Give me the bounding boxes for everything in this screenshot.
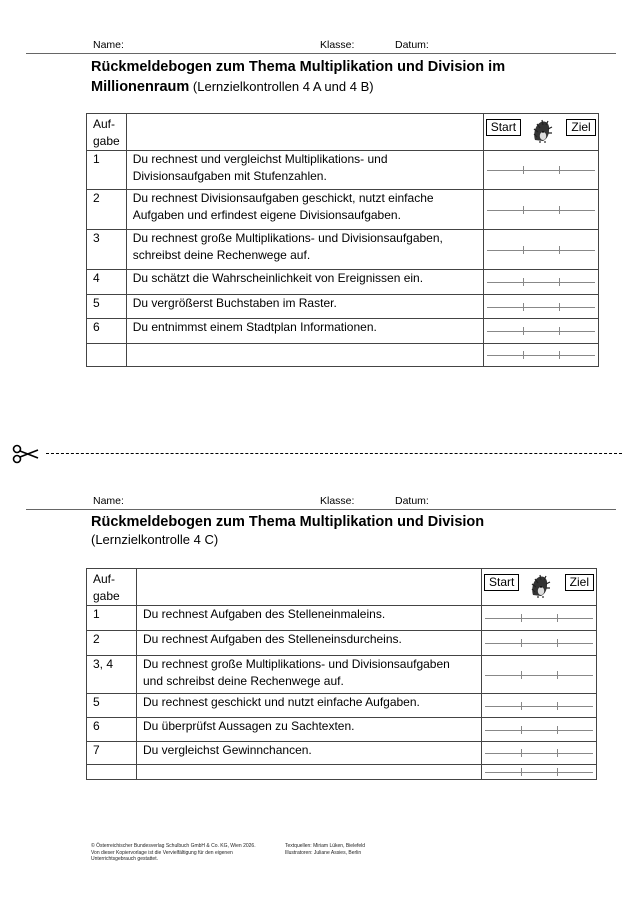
name-label: Name: (93, 39, 124, 51)
table-row (87, 765, 597, 780)
header-text (137, 569, 482, 606)
footer-line: Textquellen: Miriam Lüken, Bielefeld (285, 843, 366, 849)
task-text-line2: Divisionsaufgaben mit Stufenzahlen. (132, 169, 327, 183)
table-row (87, 606, 597, 631)
task-number: 6 (87, 319, 127, 344)
sheet1-title-line1: Rückmeldebogen zum Thema Multiplikation und Division im (91, 59, 506, 75)
sheet1-title-line2-normal: (Lernzielkontrollen 4 A und 4 B) (189, 79, 374, 94)
table-row (87, 694, 597, 718)
task-number: 5 (87, 295, 127, 319)
task-description (137, 656, 482, 694)
sheet1-title-line2 (91, 77, 505, 97)
header-row (87, 114, 599, 151)
progress-scale[interactable] (482, 631, 597, 656)
hedgehog-icon (529, 572, 551, 598)
progress-scale[interactable] (482, 694, 597, 718)
footer-copyright (91, 843, 256, 863)
task-description: Du überprüfst Aussagen zu Sachtexten. (137, 718, 482, 742)
progress-scale[interactable] (482, 718, 597, 742)
table-row (87, 151, 599, 190)
progress-scale[interactable] (482, 765, 597, 780)
name-label: Name: (93, 495, 124, 507)
progress-scale[interactable] (483, 344, 598, 367)
task-number: 3, 4 (87, 656, 137, 694)
name-line (26, 495, 616, 510)
hedgehog-icon (531, 117, 553, 143)
header-line1: Auf- (93, 117, 116, 131)
scissors-icon (12, 444, 40, 464)
table-row (87, 319, 599, 344)
table-row (87, 631, 597, 656)
task-number: 1 (87, 151, 127, 190)
task-number: 2 (87, 631, 137, 656)
progress-scale[interactable] (483, 190, 598, 230)
task-description (126, 230, 483, 270)
task-description: Du schätzt die Wahrscheinlichkeit von Ereignissen ein. (126, 270, 483, 295)
sheet2-subtitle: (Lernzielkontrolle 4 C) (91, 532, 219, 547)
start-label: Start (486, 119, 521, 136)
header-task (87, 114, 127, 151)
sheet1-title-line2-bold: Millionenraum (91, 79, 190, 95)
task-text-line1: Du rechnest große Multiplikations- und Divisionsaufgaben (143, 657, 450, 671)
footer-line: Von dieser Kopiervorlage ist die Vervielfältigung für den eigenen (91, 849, 233, 856)
table-row (87, 230, 599, 270)
task-description (126, 344, 483, 367)
header-line2: gabe (93, 134, 120, 148)
footer-credits (285, 843, 365, 856)
task-text-line2: schreibst deine Rechenwege auf. (132, 248, 311, 262)
progress-scale[interactable] (483, 151, 598, 190)
ziel-label: Ziel (566, 119, 595, 136)
table-row (87, 656, 597, 694)
progress-scale[interactable] (483, 319, 598, 344)
header-line1: Auf- (93, 572, 116, 586)
cut-line (12, 444, 622, 464)
progress-scale[interactable] (482, 606, 597, 631)
progress-scale[interactable] (482, 656, 597, 694)
task-description: Du vergrößerst Buchstaben im Raster. (126, 295, 483, 319)
progress-scale[interactable] (483, 270, 598, 295)
ziel-label: Ziel (565, 574, 594, 591)
task-number: 5 (87, 694, 137, 718)
sheet2-table (86, 568, 597, 780)
task-description: Du vergleichst Gewinnchancen. (137, 742, 482, 765)
task-description (126, 151, 483, 190)
table-row (87, 718, 597, 742)
klasse-label: Klasse: (320, 39, 355, 51)
task-description: Du entnimmst einem Stadtplan Informationen. (126, 319, 483, 344)
header-task (87, 569, 137, 606)
table-row (87, 295, 599, 319)
task-number: 3 (87, 230, 127, 270)
task-number: 1 (87, 606, 137, 631)
klasse-label: Klasse: (320, 495, 355, 507)
header-scale (482, 569, 597, 606)
task-text-line2: Aufgaben und erfindest eigene Divisionsaufgaben. (132, 208, 401, 222)
table-row (87, 190, 599, 230)
task-description (126, 190, 483, 230)
sheet2-title: Rückmeldebogen zum Thema Multiplikation und Division (91, 514, 485, 530)
task-text-line1: Du rechnest große Multiplikations- und Divisionsaufgaben, (132, 231, 443, 245)
progress-scale[interactable] (483, 230, 598, 270)
header-text (126, 114, 483, 151)
footer-line: © Österreichischer Bundesverlag Schulbuch GmbH & Co. KG, Wien 2026. (91, 843, 256, 849)
table-row (87, 270, 599, 295)
task-text-line1: Du rechnest und vergleichst Multiplikations- und (132, 152, 388, 166)
task-number: 6 (87, 718, 137, 742)
header-row (87, 569, 597, 606)
task-number: 7 (87, 742, 137, 765)
footer-line: Unterrichtsgebrauch gestattet. (91, 856, 158, 862)
table-row (87, 742, 597, 765)
task-description (137, 765, 482, 780)
task-number: 4 (87, 270, 127, 295)
task-description: Du rechnest Aufgaben des Stelleneinsdurcheins. (137, 631, 482, 656)
task-number (87, 765, 137, 780)
name-line (26, 39, 616, 54)
task-number: 2 (87, 190, 127, 230)
task-number (87, 344, 127, 367)
table-row (87, 344, 599, 367)
progress-scale[interactable] (483, 295, 598, 319)
task-text-line2: und schreibst deine Rechenwege auf. (143, 674, 344, 688)
start-label: Start (484, 574, 519, 591)
sheet1-title (91, 58, 505, 97)
footer-line: Illustratoren: Juliane Assies, Berlin (285, 849, 362, 856)
progress-scale[interactable] (482, 742, 597, 765)
task-text-line1: Du rechnest Divisionsaufgaben geschickt, nutzt einfache (132, 191, 434, 205)
datum-label: Datum: (395, 495, 429, 507)
datum-label: Datum: (395, 39, 429, 51)
task-description: Du rechnest geschickt und nutzt einfache Aufgaben. (137, 694, 482, 718)
task-description: Du rechnest Aufgaben des Stelleneinmaleins. (137, 606, 482, 631)
header-scale (483, 114, 598, 151)
header-line2: gabe (93, 589, 120, 603)
sheet1-table (86, 113, 599, 367)
